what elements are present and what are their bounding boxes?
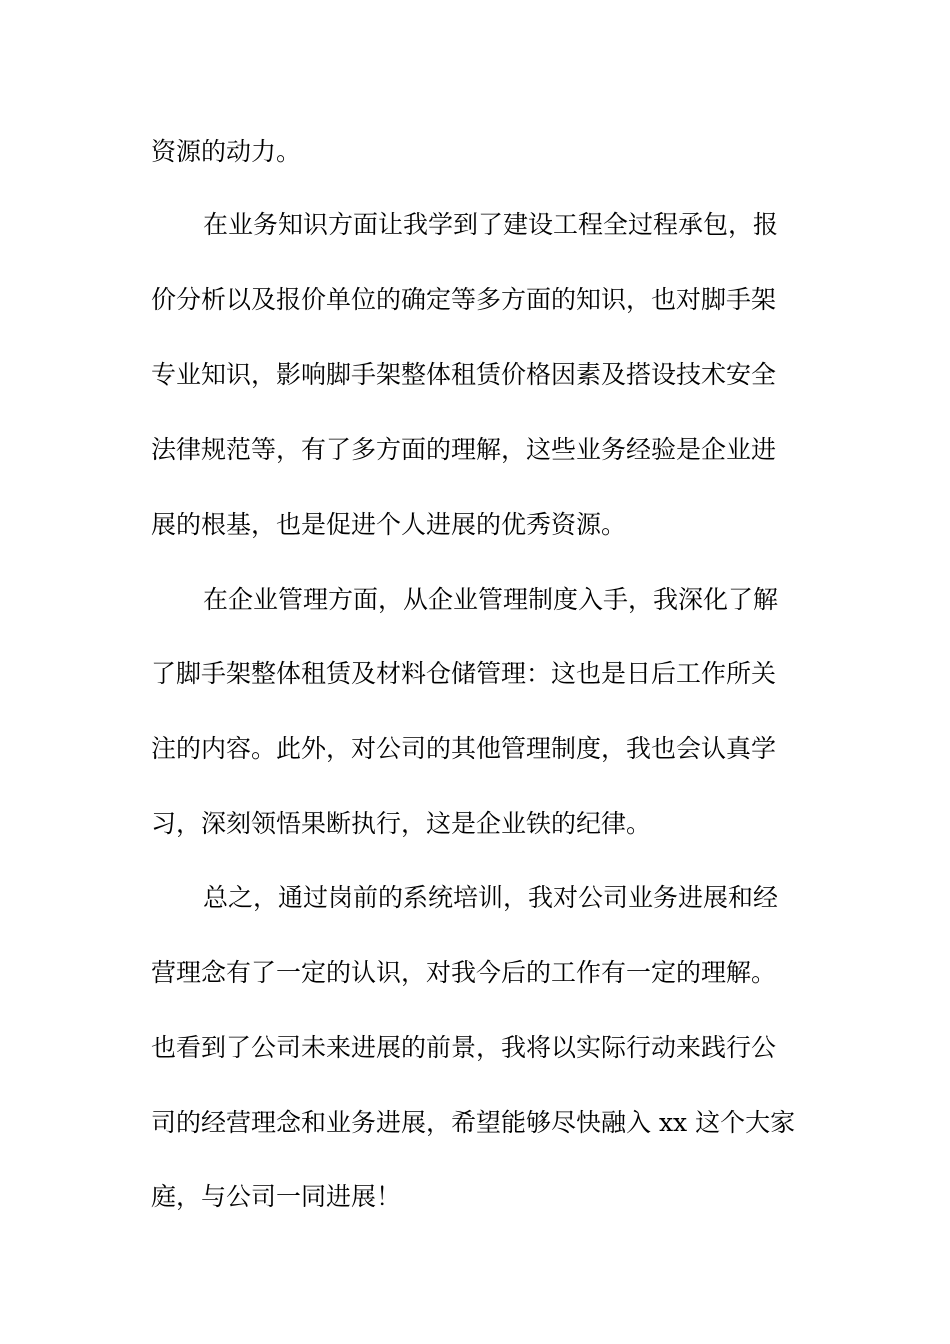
text-line: 展的根基，也是促进个人进展的优秀资源。	[151, 510, 627, 539]
text-line: 资源的动力。	[151, 137, 302, 166]
text-line: 法律规范等，有了多方面的理解，这些业务经验是企业进	[151, 435, 777, 464]
text-line: 也看到了公司未来进展的前景，我将以实际行动来践行公	[151, 1033, 777, 1062]
text-line: 注的内容。此外，对公司的其他管理制度，我也会认真学	[151, 734, 777, 763]
paragraph-first-line: 总之，通过岗前的系统培训，我对公司业务进展和经	[203, 883, 779, 912]
text-line: 专业知识，影响脚手架整体租赁价格因素及搭设技术安全	[151, 360, 777, 389]
text-line: 营理念有了一定的认识，对我今后的工作有一定的理解。	[151, 958, 777, 987]
text-line: 价分析以及报价单位的确定等多方面的知识，也对脚手架	[151, 285, 777, 314]
text-line: 了脚手架整体租赁及材料仓储管理：这也是日后工作所关	[151, 659, 777, 688]
text-line: 庭，与公司一同进展！	[151, 1182, 402, 1211]
paragraph-first-line: 在企业管理方面，从企业管理制度入手，我深化了解	[203, 585, 779, 614]
paragraph-first-line: 在业务知识方面让我学到了建设工程全过程承包，报	[203, 210, 779, 239]
text-line: 司的经营理念和业务进展，希望能够尽快融入 xx 这个大家	[151, 1108, 796, 1137]
text-line: 习，深刻领悟果断执行，这是企业铁的纪律。	[151, 809, 652, 838]
